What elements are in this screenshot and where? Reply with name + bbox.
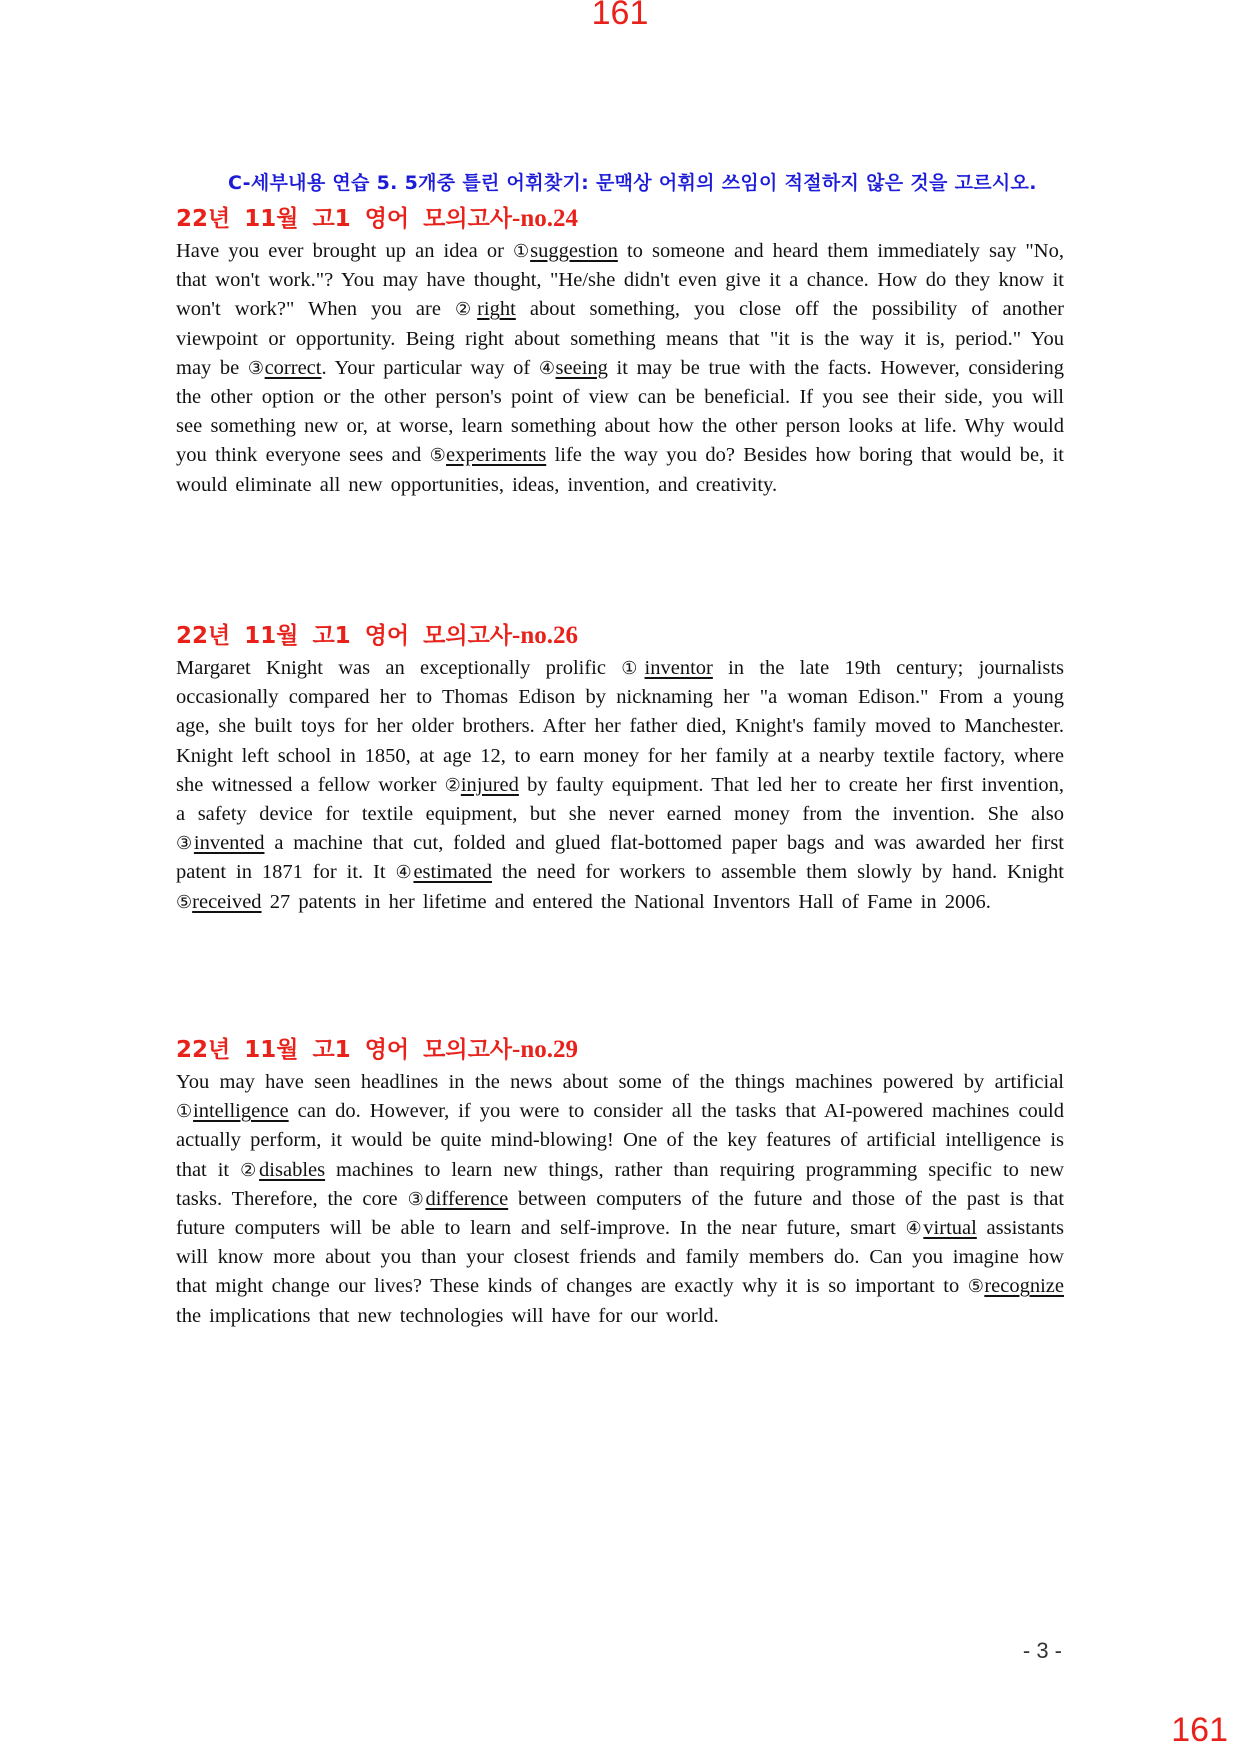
choice-number-marker: ① xyxy=(176,1101,194,1123)
choice-number-marker: ⑤ xyxy=(429,445,447,467)
choice-number-marker: ③ xyxy=(247,357,265,379)
choice-number-marker: ① xyxy=(621,658,645,679)
choice-number-marker: ② xyxy=(240,1159,260,1181)
choice-number-marker: ④ xyxy=(538,357,556,379)
underlined-choice-word: received xyxy=(192,890,262,913)
page-number-corner: 161 xyxy=(1171,1711,1228,1749)
section-title-korean: 22년 11월 고1 영어 모의고사 xyxy=(176,623,513,649)
choice-number-marker: ⑤ xyxy=(967,1276,985,1298)
underlined-choice-word: injured xyxy=(460,773,519,796)
section-title xyxy=(176,617,1064,650)
passage-text: Margaret Knight was an exceptionally prolific ①inventor in the late 19th century; journalists occasionally compared her to Thomas Edison by nicknaming her "a woman Edison." From a young age, she built toys for her older brothers. After her father died, Knight's family moved to Manchester. Knight left school in 1850, at age 12, to earn money for her family at a nearby textile factory, where she witnessed a fellow worker ②injured by faulty equipment. That led her to create her first invention, a safety device for textile equipment, but she never earned money from the invention. She also ③invented a machine that cut, folded and glued flat-bottomed paper bags and was awarded her first patent in 1871 for it. It ④estimated the need for workers to assemble them slowly by hand. Knight ⑤received 27 patents in her lifetime and entered the National Inventors Hall of Fame in 2006. xyxy=(176,657,1065,913)
passage-section-no26 xyxy=(176,617,1064,917)
choice-number-marker: ② xyxy=(455,299,478,321)
passage-section-no24 xyxy=(176,200,1064,500)
underlined-choice-word: experiments xyxy=(446,444,547,467)
instruction-heading: C-세부내용 연습 5. 5개중 틀린 어휘찾기: 문맥상 어휘의 쓰임이 적절하지 않은 것을 고르시오. xyxy=(228,172,1037,194)
section-title xyxy=(176,200,1064,233)
choice-number-marker: ④ xyxy=(905,1218,924,1240)
underlined-choice-word: inventor xyxy=(644,657,713,679)
underlined-choice-word: right xyxy=(477,298,516,321)
underlined-choice-word: difference xyxy=(425,1187,509,1210)
underlined-choice-word: intelligence xyxy=(193,1100,289,1123)
passage-section-no29 xyxy=(176,1031,1064,1331)
section-title xyxy=(176,1031,1064,1064)
choice-number-marker: ③ xyxy=(176,833,194,855)
underlined-choice-word: suggestion xyxy=(530,240,618,262)
section-title-korean: 22년 11월 고1 영어 모의고사 xyxy=(176,206,513,232)
choice-number-marker: ③ xyxy=(407,1188,426,1210)
underlined-choice-word: recognize xyxy=(984,1275,1064,1298)
passage-text: Have you ever brought up an idea or ①suggestion to someone and heard them immediately say "No, that won't work."? You may have thought, "He/she didn't even give it a chance. How do they know it won't work?" When you are ②right about something, you close off the possibility of another viewpoint or opportunity. Being right about something means that "it is the way it is, period." You may be ③correct. Your particular way of ④seeing it may be true with the facts. However, considering the other option or the other person's point of view can be beneficial. If you see their side, you will see something new or, at worse, learn something about how the other person looks at life. Why would you think everyone sees and ⑤experiments life the way you do? Besides how boring that would be, it would eliminate all new opportunities, ideas, invention, and creativity. xyxy=(176,240,1064,496)
underlined-choice-word: invented xyxy=(193,832,265,855)
underlined-choice-word: correct xyxy=(264,356,322,379)
choice-number-marker: ⑤ xyxy=(176,891,193,913)
passage-text: You may have seen headlines in the news about some of the things machines powered by artificial ①intelligence can do. However, if you were to consider all the tasks that AI-powered machines could actually perform, it would be quite mind-blowing! One of the key features of artificial intelligence is that it ②disables machines to learn new things, rather than requiring programming specific to new tasks. Therefore, the core ③difference between computers of the future and those of the past is that future computers will be able to learn and self-improve. In the near future, smart ④virtual assistants will know more about you than your closest friends and family members do. Can you imagine how that might change our lives? These kinds of changes are exactly why it is so important to ⑤recognize the implications that new technologies will have for our world. xyxy=(176,1071,1065,1327)
choice-number-marker: ① xyxy=(513,241,531,262)
section-title-number: -no.26 xyxy=(512,622,578,649)
page-number-top: 161 xyxy=(591,0,649,32)
choice-number-marker: ④ xyxy=(395,862,414,884)
underlined-choice-word: virtual xyxy=(923,1217,977,1240)
section-title-number: -no.24 xyxy=(512,205,578,232)
section-title-number: -no.29 xyxy=(512,1036,578,1063)
underlined-choice-word: seeing xyxy=(555,356,608,379)
underlined-choice-word: disables xyxy=(259,1158,326,1181)
section-title-korean: 22년 11월 고1 영어 모의고사 xyxy=(176,1037,513,1063)
page-footer: - 3 - xyxy=(1022,1638,1062,1663)
underlined-choice-word: estimated xyxy=(413,861,493,884)
choice-number-marker: ② xyxy=(444,774,461,796)
